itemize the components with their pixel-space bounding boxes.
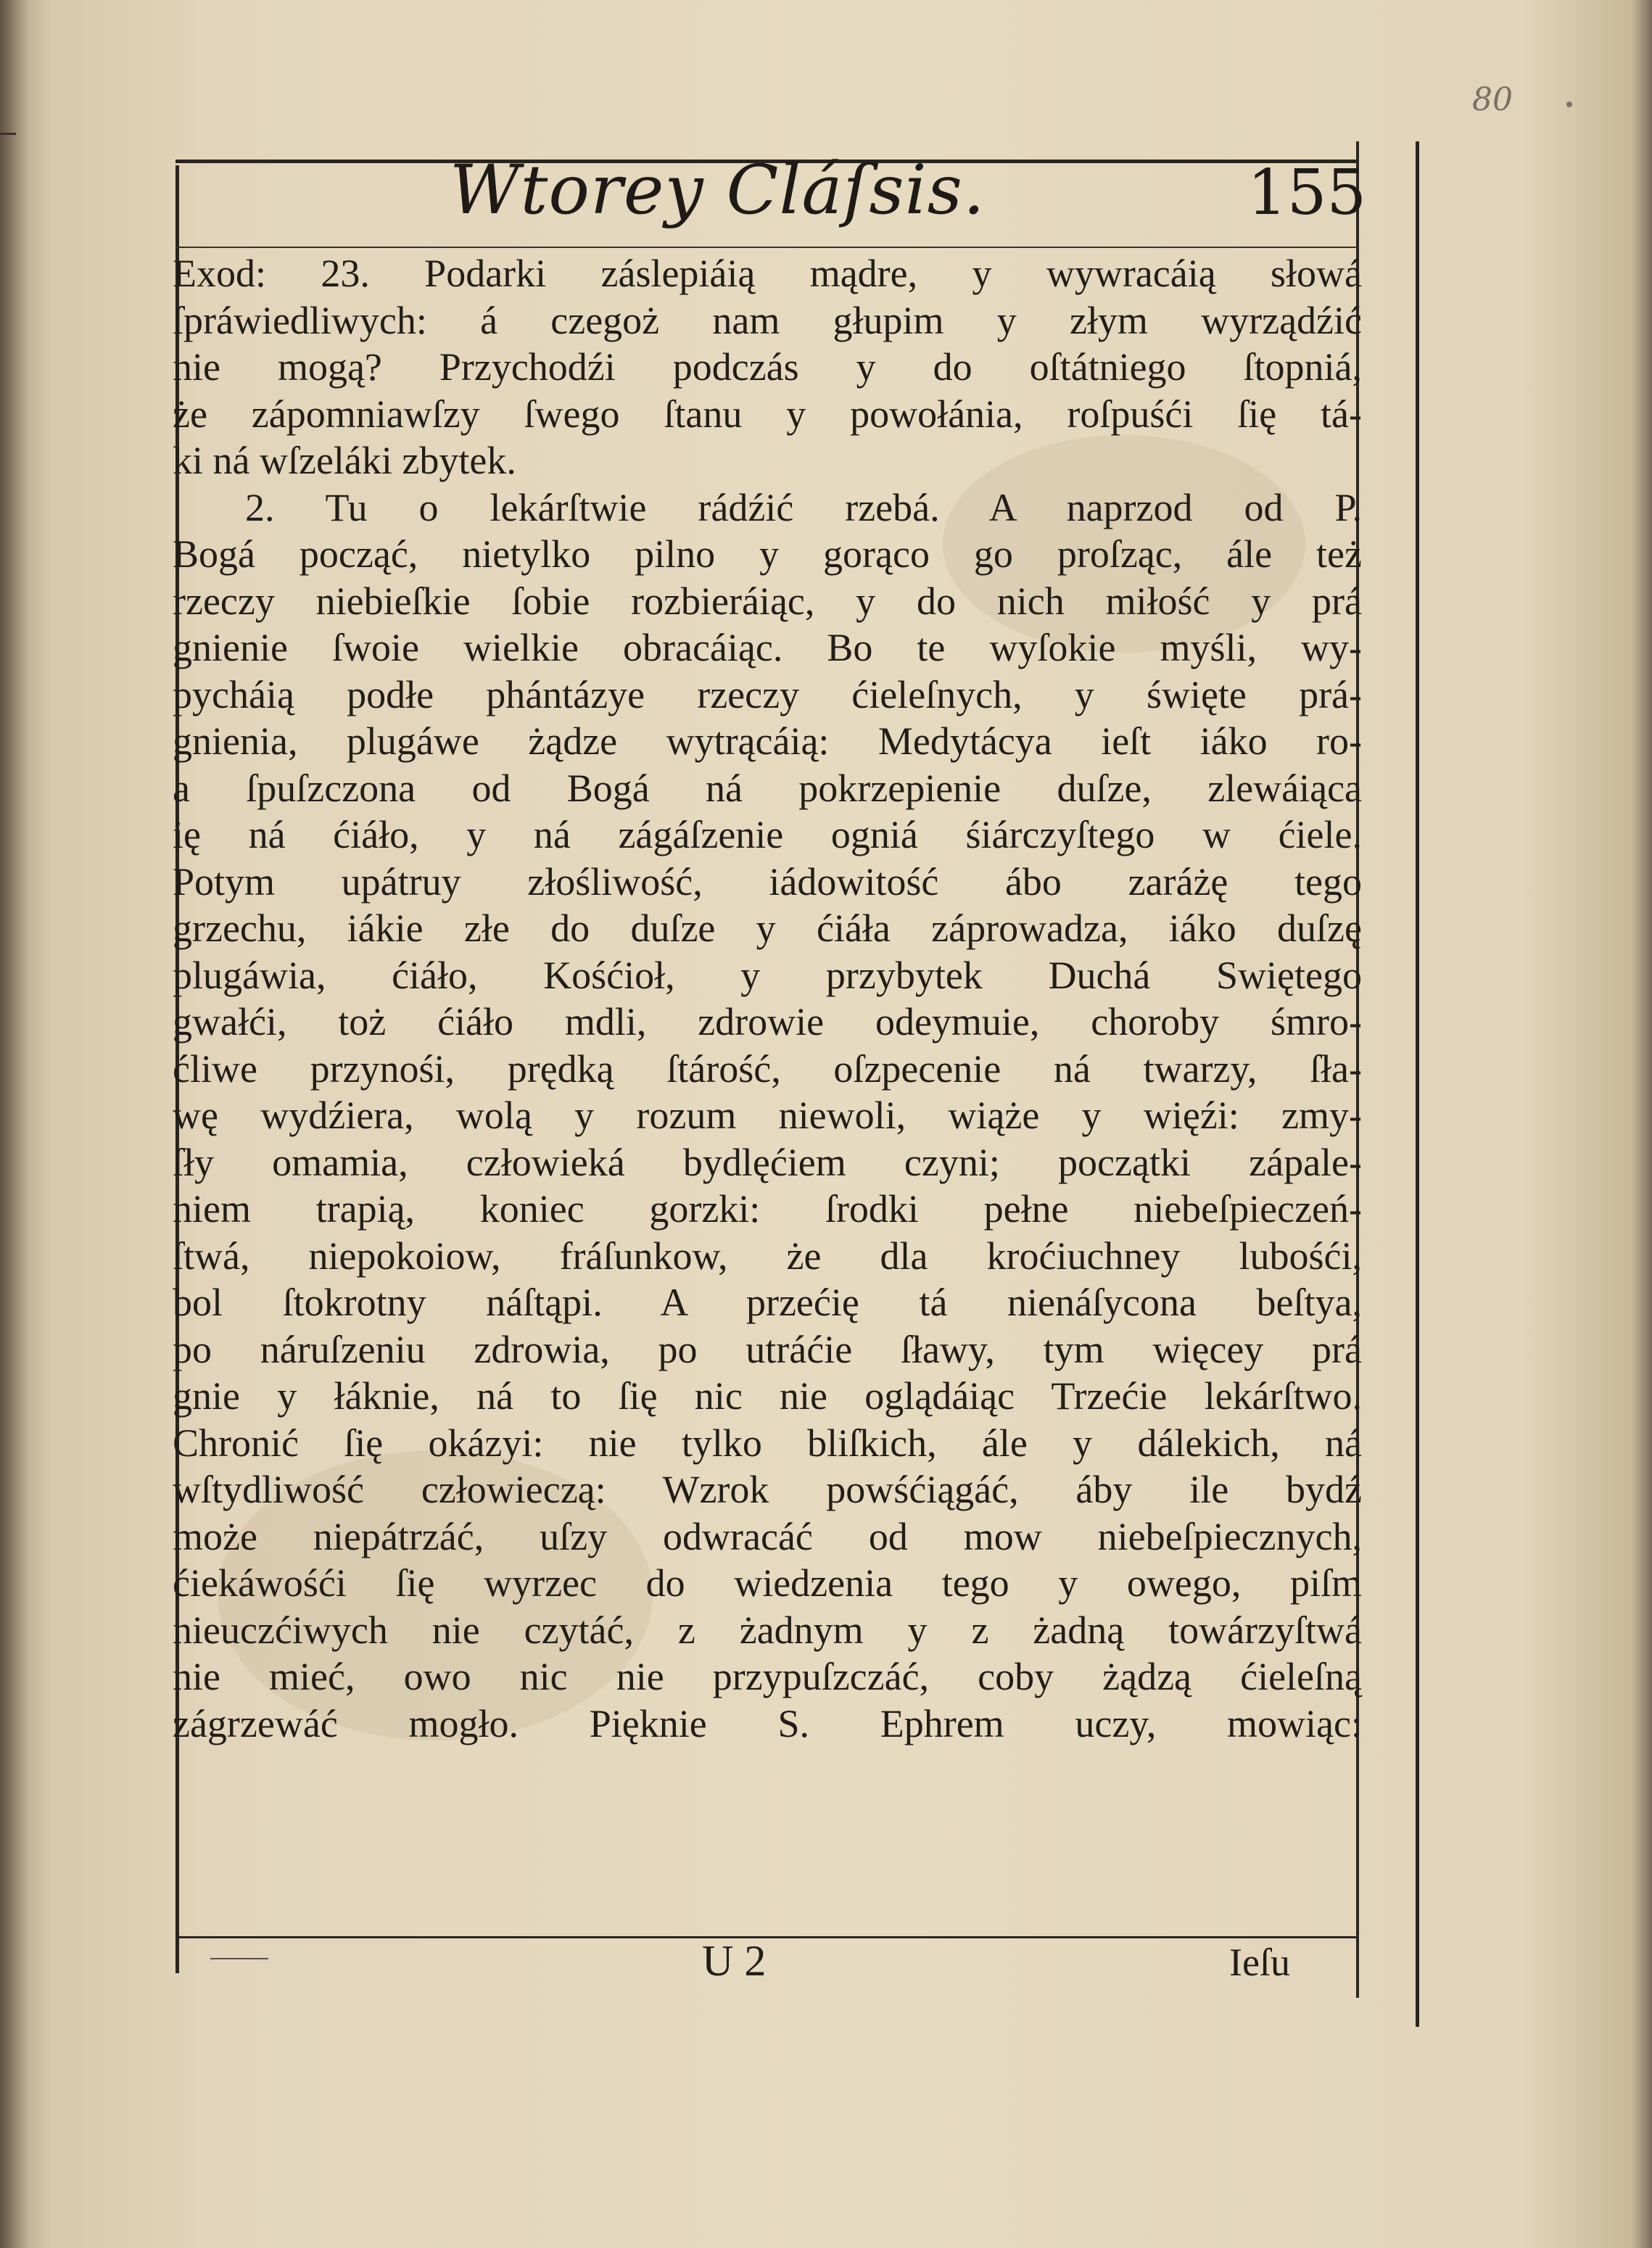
text-line: gwałći, toż ćiáło mdli, zdrowie odeymuie, choroby śmro- — [173, 1000, 1362, 1044]
text-line: gnienia, plugáwe żądze wytrącáią: Medytácya ieſt iáko ro- — [173, 719, 1362, 763]
text-line: Chronić ſię okázyi: nie tylko bliſkich, ále y dálekich, ná — [173, 1421, 1362, 1465]
text-line: ię ná ćiáło, y ná zágáſzenie ogniá śiárczyſtego w ćiele. — [173, 813, 1362, 856]
text-line: Bogá począć, nietylko pilno y gorąco go proſząc, ále też — [173, 532, 1362, 576]
page-number: 155 — [1247, 157, 1367, 229]
text-line: nie mogą? Przychodźi podczás y do oſtátniego ſtopniá, — [173, 345, 1362, 389]
text-line: ćliwe przynośi, prędką ſtárość, oſzpecenie ná twarzy, ſła- — [173, 1046, 1362, 1091]
text-line: 2. Tu o lekárſtwie rádźić rzebá. A naprzod od P. — [245, 485, 1362, 529]
frame-bottom-rule — [175, 1936, 1358, 1938]
pencil-folio-number: 80 — [1472, 81, 1513, 118]
text-line: że zápomniawſzy ſwego ſtanu y powołánia, roſpuśći ſię tá- — [173, 392, 1362, 436]
footer-dash — [210, 1958, 268, 1959]
signature-mark: U 2 — [702, 1937, 767, 1985]
text-line: rzeczy niebieſkie ſobie rozbieráiąc, y do nich miłość y prá — [173, 579, 1362, 623]
margin-mark — [0, 133, 16, 135]
text-line: wſtydliwość człowieczą: Wzrok powśćiągáć, áby ile bydź — [173, 1468, 1362, 1511]
margin-dot — [1566, 102, 1572, 107]
text-line: niem trapią, koniec gorzki: ſrodki pełne niebeſpieczeń- — [173, 1187, 1362, 1231]
header-rule — [175, 247, 1358, 248]
text-line: Potym upátruy złośliwość, iádowitość ábo zaráżę tego — [173, 859, 1362, 904]
text-line: ki ná wſzeláki zbytek. — [173, 439, 516, 482]
text-line: Exod: 23. Podarki záslepiáią mądre, y wywracáią słowá — [173, 252, 1362, 295]
text-line: nie mieć, owo nic nie przypuſzczáć, coby żądzą ćieleſną — [173, 1655, 1362, 1698]
text-line: może niepátrzáć, uſzy odwracáć od mow niebeſpiecznych, — [173, 1514, 1362, 1558]
body-text — [173, 250, 1362, 1747]
text-line: gnienie ſwoie wielkie obracáiąc. Bo te wyſokie myśli, wy- — [173, 626, 1362, 669]
gutter-shadow — [0, 0, 29, 2248]
text-line: a ſpuſzczona od Bogá ná pokrzepienie duſze, zlewáiąca — [173, 766, 1362, 810]
text-line: ſpráwiedliwych: á czegoż nam głupim y złym wyrządźić — [173, 298, 1362, 342]
text-line: ćiekáwośći ſię wyrzec do wiedzenia tego y owego, piſm — [173, 1561, 1362, 1605]
text-line: gnie y łáknie, ná to ſię nic nie oglądáiąc Trzećie lekárſtwo. — [173, 1374, 1362, 1418]
frame-outer-right-rule — [1416, 141, 1419, 2027]
text-line: grzechu, iákie złe do duſze y ćiáła záprowadza, iáko duſzę — [173, 906, 1362, 950]
text-line: ſtwá, niepokoiow, fráſunkow, że dla krоćiuchney lubośći, — [173, 1233, 1362, 1278]
text-line: bol ſtokrotny náſtąpi. A przećię tá nienáſycona beſtya, — [173, 1281, 1362, 1324]
text-line: plugáwia, ćiáło, Kośćioł, y przybytek Duchá Swiętego — [173, 953, 1362, 997]
catchword: Ieſu — [1229, 1941, 1290, 1984]
text-line: wę wydźiera, wolą y rozum niewoli, wiąże y więźi: zmy- — [173, 1094, 1362, 1137]
text-line: nieuczćiwych nie czytáć, z żadnym y z żadną towárzyſtwá — [173, 1608, 1362, 1652]
running-head: Wtorey Cláſsis. — [450, 151, 986, 230]
text-line: po náruſzeniu zdrowia, po utráćie ſławy, tym więcey prá — [173, 1327, 1362, 1371]
text-line: pycháią podłe phántázye rzeczy ćieleſnych, y święte prá- — [173, 672, 1362, 716]
text-line: zágrzewáć mogło. Pięknie S. Ephrem uczy, mowiąc: — [173, 1701, 1362, 1745]
text-line: ſły omamia, człowieká bydlęćiem czyni; początki zápale- — [173, 1140, 1362, 1184]
